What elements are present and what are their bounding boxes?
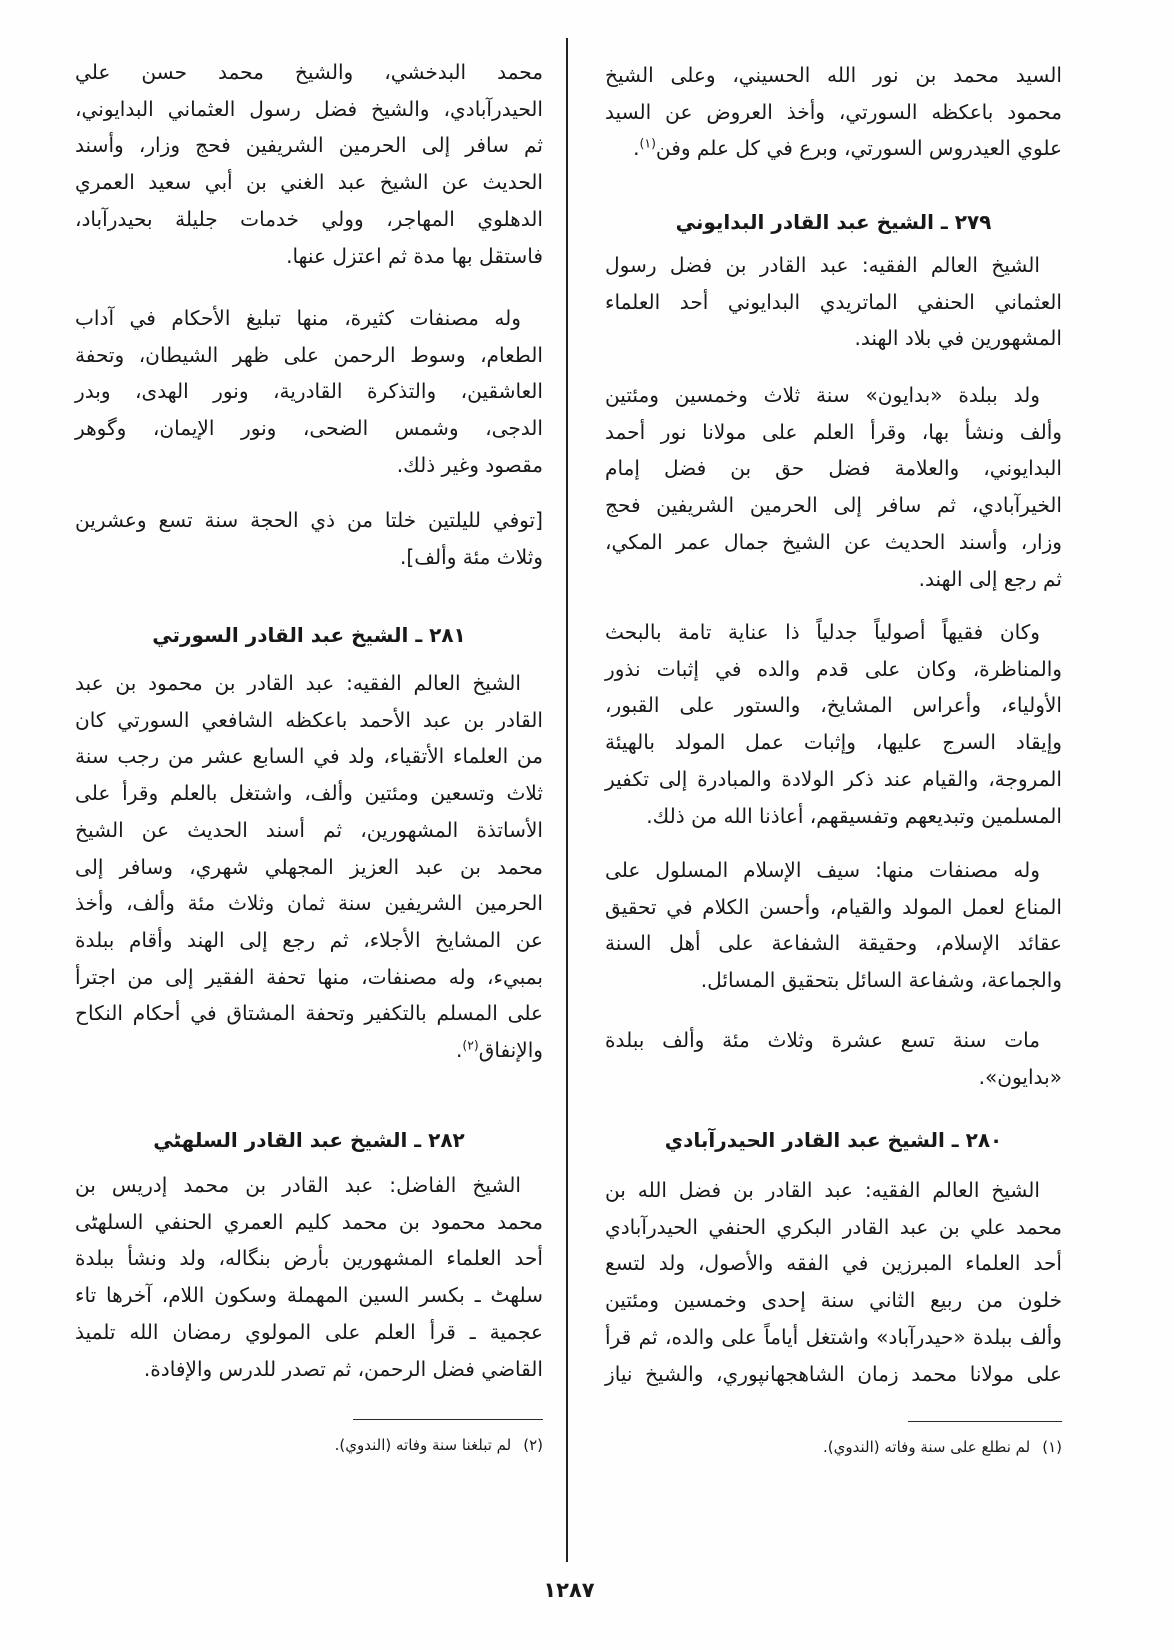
- entry-heading: ٢٧٩ ـ الشيخ عبد القادر البدايوني: [675, 210, 992, 234]
- text-line: الأساتذة المشهورين، ثم أسند الحديث عن الشيخ: [75, 817, 543, 842]
- text-line: وزار، وأسند الحديث عن الشيخ جمال عمر المكي،: [605, 529, 1062, 554]
- text-line: الشيخ العالم الفقيه: عبد القادر بن محمود بن عبد: [75, 671, 521, 695]
- text-line: والمناظرة، وكان على قدم والده في إثبات نذور: [605, 656, 1062, 681]
- text-line: عن المشايخ الأجلاء، ثم رجع إلى الهند وأقام ببلدة: [75, 927, 543, 952]
- paragraph: [605, 852, 1062, 999]
- paragraph: [75, 300, 543, 484]
- text-line: وإيقاد السرج عليها، وإثبات عمل المولد بالهيئة: [605, 730, 1062, 755]
- left-column: [75, 0, 543, 1650]
- text-line: محمد بن عبد العزيز المجهلي شهري، وسافر إلى: [75, 854, 543, 879]
- text-line: خلون من ربيع الثاني سنة إحدى وخمسين ومئتين: [605, 1288, 1062, 1313]
- text-line: ثم رجع إلى الهند.: [918, 566, 1062, 591]
- text-line: الشيخ العالم الفقيه: عبد القادر بن فضل رسول: [605, 253, 1040, 277]
- page-number: ١٢٨٧: [543, 1578, 595, 1602]
- text-line: وألف ببلدة «حيدرآباد» واشتغل أياماً على والده، ثم قرأ: [605, 1324, 1062, 1349]
- paragraph: [605, 1022, 1062, 1095]
- text-line: الشيخ العالم الفقيه: عبد القادر بن فضل الله بن: [605, 1178, 1040, 1202]
- footnote-rule: [908, 1421, 1062, 1422]
- paragraph: [605, 377, 1062, 597]
- text-line: أحد العلماء المشهورين بأرض بنگاله، ولد ونشأ ببلدة: [75, 1246, 543, 1271]
- footnote-marker: (١): [1042, 1438, 1062, 1456]
- text-line: سلهٹ ـ بكسر السين المهملة وسكون اللام، آخرها تاء: [75, 1283, 543, 1308]
- text-line: بمبيء، وله مصنفات، منها تحفة الفقير إلى من اجترأ: [75, 964, 543, 989]
- text-line: الخيرآبادي، ثم سافر إلى الحرمين الشريفين فحج: [605, 493, 1062, 518]
- text-line: محمد علي بن عبد القادر البكري الحنفي الحيدرآبادي: [605, 1214, 1062, 1239]
- footnote-reference: (١): [639, 135, 656, 151]
- text-line: مقصود وغير ذلك.: [396, 452, 543, 477]
- text-line: المروجة، والقيام عند ذكر الولادة والمبادرة إلى تكفير: [605, 766, 1062, 791]
- footnote-marker: (٢): [523, 1436, 543, 1454]
- text-line: وله مصنفات كثيرة، منها تبليغ الأحكام في آداب: [75, 306, 521, 330]
- entry-heading: ٢٨١ ـ الشيخ عبد القادر السورتي: [152, 623, 466, 647]
- line-text: .: [455, 1038, 463, 1063]
- text-line: «بدايون».: [978, 1064, 1062, 1089]
- footnote-rule: [353, 1419, 543, 1420]
- text-line: محمد البدخشي، والشيخ محمد حسن علي: [75, 60, 543, 84]
- text-line: القاضي فضل الرحمن، ثم تصدر للدرس والإفادة.: [143, 1356, 543, 1381]
- text-line: المشهورين في بلاد الهند.: [854, 326, 1062, 351]
- text-line: وكان فقيهاً أصولياً جدلياً ذا عناية تامة بالبحث: [605, 620, 1040, 644]
- text-line: العثماني الحنفي الماتريدي البدايوني أحد العلماء: [605, 289, 1062, 314]
- footnote-text: لم تبلغنا سنة وفاته (الندوي).: [334, 1436, 512, 1454]
- line-text: .: [633, 136, 640, 161]
- text-line: عجمية ـ قرأ العلم على المولوي رمضان الله تلميذ: [75, 1319, 543, 1344]
- text-line: [605, 130, 1062, 167]
- text-line: ثم سافر إلى الحرمين الشريفين فحج وزار، وأسند: [75, 133, 543, 158]
- footnote: [605, 1435, 1062, 1459]
- text-line: أحد العلماء المبرزين في الفقه والأصول، ولد لتسع: [605, 1251, 1062, 1276]
- column-divider: [566, 38, 568, 1562]
- right-column: [605, 0, 1062, 1650]
- text-line: من العلماء الأتقياء، ولد في السابع عشر من رجب سنة: [75, 744, 543, 769]
- text-line: الأولياء، وأعراس المشايخ، والستور على القبور،: [605, 693, 1062, 718]
- text-line: البدايوني، والعلامة فضل حق بن فضل إمام: [605, 456, 1062, 481]
- line-text: علوي العيدروس السورتي، وبرع في كل علم وفن: [655, 136, 1062, 161]
- text-line: العاشقين، والتذكرة القادرية، ونور الهدى، وبدر: [75, 379, 543, 404]
- paragraph: [605, 57, 1062, 167]
- paragraph: [605, 1172, 1062, 1392]
- text-line: ثلاث وتسعين ومئتين وألف، واشتغل بالعلم وقرأ على: [75, 781, 543, 806]
- footnote-text: لم نطلع على سنة وفاته (الندوي).: [823, 1438, 1031, 1456]
- text-line: محمود باعكظه السورتي، وأخذ العروض عن السيد: [605, 99, 1062, 124]
- text-line: المسلمين وتبديعهم وتفسيقهم، أعاذنا الله من ذلك.: [646, 803, 1062, 828]
- text-line: وله مصنفات منها: سيف الإسلام المسلول على: [605, 858, 1040, 882]
- text-line: الدهلوي المهاجر، وولي خدمات جليلة بحيدرآباد،: [75, 206, 543, 231]
- text-line: [75, 1032, 543, 1069]
- paragraph: [75, 502, 543, 575]
- text-line: المناع لعمل المولد والقيام، وأحسن الكلام في تحقيق: [605, 894, 1062, 919]
- text-line: الحرمين الشريفين سنة ثمان وثلاث مئة وألف، وأخذ: [75, 891, 543, 916]
- text-line: الحيدرآبادي، والشيخ فضل رسول العثماني البدايوني،: [75, 96, 543, 121]
- text-line: والجماعة، وشفاعة السائل بتحقيق المسائل.: [700, 968, 1062, 993]
- text-line: على مولانا محمد زمان الشاهجهانپوري، والشيخ نياز: [605, 1361, 1062, 1386]
- text-line: محمد محمود بن محمد كليم العمري الحنفي السلهٹى: [75, 1209, 543, 1234]
- line-text: والإنفاق: [478, 1038, 543, 1063]
- text-line: الشيخ الفاضل: عبد القادر بن محمد إدريس بن: [75, 1173, 521, 1197]
- paragraph: [75, 1167, 543, 1387]
- paragraph: [605, 614, 1062, 834]
- entry-heading: ٢٨٢ ـ الشيخ عبد القادر السلهٹي: [153, 1128, 465, 1152]
- paragraph: [75, 54, 543, 274]
- paragraph: [605, 247, 1062, 357]
- text-line: الطعام، وسوط الرحمن على ظهر الشيطان، وتحفة: [75, 342, 543, 367]
- text-line: وألف ونشأ بها، وقرأ العلم على مولانا نور أحمد: [605, 419, 1062, 444]
- text-line: ولد ببلدة «بدايون» سنة ثلاث وخمسين ومئتين: [605, 383, 1040, 407]
- text-line: وثلاث مئة وألف].: [399, 544, 543, 569]
- text-line: الدجى، وشمس الضحى، ونور الإيمان، وگوهر: [75, 416, 543, 441]
- text-line: فاستقل بها مدة ثم اعتزل عنها.: [286, 243, 543, 268]
- text-line: القادر بن عبد الأحمد باعكظه الشافعي السورتي كان: [75, 707, 543, 732]
- footnote: [75, 1433, 543, 1457]
- text-line: مات سنة تسع عشرة وثلاث مئة وألف ببلدة: [605, 1028, 1040, 1052]
- text-line: عقائد الإسلام، وحقيقة الشفاعة على أهل السنة: [605, 931, 1062, 956]
- paragraph: [75, 665, 543, 1069]
- text-line: السيد محمد بن نور الله الحسيني، وعلى الشيخ: [605, 63, 1062, 87]
- footnote-reference: (٢): [462, 1037, 479, 1053]
- entry-heading: ٢٨٠ ـ الشيخ عبد القادر الحيدرآبادي: [664, 1128, 1003, 1152]
- text-line: على المسلم بالتكفير وتحفة المشتاق في أحكام النكاح: [75, 1001, 543, 1026]
- text-line: [توفي لليلتين خلتا من ذي الحجة سنة تسع وعشرين: [75, 508, 543, 532]
- text-line: الحديث عن الشيخ عبد الغني بن أبي سعيد العمري: [75, 170, 543, 195]
